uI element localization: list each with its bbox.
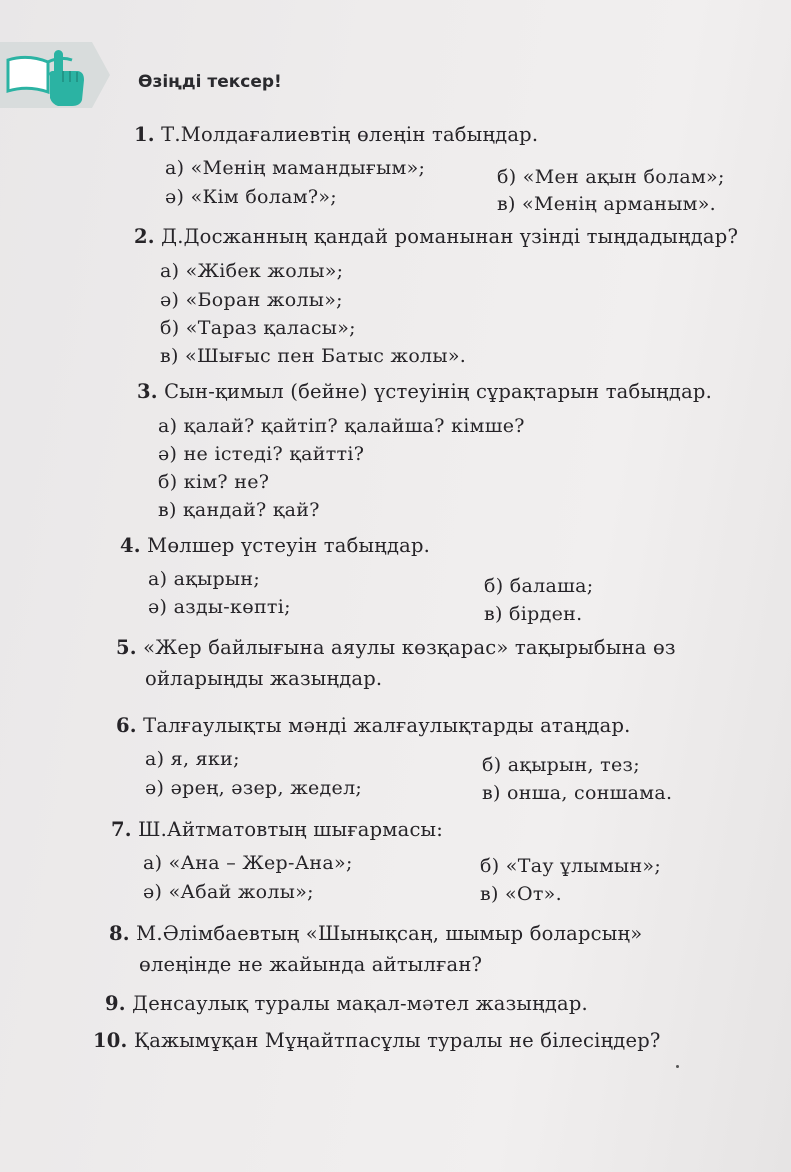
option-a: а) қалай? қайтіп? қалайша? кімше? (158, 415, 525, 437)
option-v: в) «От». (480, 883, 562, 905)
question-2 (134, 225, 738, 248)
question-text: Д.Досжанның қандай романынан үзінді тыңдадыңдар? (161, 225, 739, 248)
question-text: Денсаулық туралы мақал-мәтел жазыңдар. (132, 992, 588, 1015)
question-4 (120, 534, 430, 557)
stray-mark (676, 1065, 679, 1068)
question-10 (93, 1029, 661, 1052)
option-ae: ә) азды-көпті; (148, 596, 291, 618)
question-number: 7. (111, 818, 132, 841)
option-v: в) қандай? қай? (158, 499, 320, 521)
question-text: Талғаулықты мәнді жалғаулықтарды атаңдар. (143, 714, 631, 737)
hand-pointer-book-icon (0, 42, 110, 108)
option-v: в) «Менің арманым». (497, 193, 716, 215)
option-v: в) «Шығыс пен Батыс жолы». (160, 345, 467, 367)
question-number: 2. (134, 225, 155, 248)
question-number: 1. (134, 123, 155, 146)
question-text: Мөлшер үстеуін табыңдар. (147, 534, 431, 557)
option-ae: ә) «Боран жолы»; (160, 289, 343, 311)
option-b: б) кім? не? (158, 471, 270, 493)
option-b: б) ақырын, тез; (482, 754, 640, 776)
option-a: а) я, яки; (145, 748, 240, 770)
question-number: 3. (137, 380, 158, 403)
question-text-continued: өлеңінде не жайында айтылған? (139, 953, 483, 976)
question-number: 10. (93, 1029, 128, 1052)
option-b: б) «Тараз қаласы»; (160, 317, 356, 339)
question-1 (134, 123, 538, 146)
option-v: в) бірден. (484, 603, 583, 625)
question-number: 4. (120, 534, 141, 557)
question-text: Ш.Айтматовтың шығармасы: (138, 818, 444, 841)
option-b: б) «Тау ұлымын»; (480, 855, 662, 877)
question-number: 9. (105, 992, 126, 1015)
question-9 (105, 992, 588, 1015)
option-v: в) онша, соншама. (482, 782, 673, 804)
question-3 (137, 380, 712, 403)
question-8 (109, 922, 642, 945)
question-text: Т.Молдағалиевтің өлеңін табыңдар. (161, 123, 539, 146)
option-ae: ә) әрең, әзер, жедел; (145, 777, 363, 799)
question-text: М.Әлімбаевтың «Шынықсаң, шымыр боларсың» (136, 922, 643, 945)
option-a: а) «Менің мамандығым»; (165, 157, 426, 179)
option-ae: ә) не істеді? қайтті? (158, 443, 365, 465)
question-7 (111, 818, 443, 841)
option-ae: ә) «Кім болам?»; (165, 186, 337, 208)
option-a: а) ақырын; (148, 568, 261, 590)
question-text-continued: ойларыңды жазыңдар. (145, 667, 383, 690)
option-ae: ә) «Абай жолы»; (143, 881, 314, 903)
question-5 (116, 636, 676, 659)
option-a: а) «Ана – Жер-Ана»; (143, 852, 353, 874)
question-text: Қажымұқан Мұңайтпасұлы туралы не білесіңдер? (133, 1029, 661, 1052)
question-text: «Жер байлығына аяулы көзқарас» тақырыбына өз (143, 636, 676, 659)
question-6 (116, 714, 631, 737)
question-text: Сын-қимыл (бейне) үстеуінің сұрақтарын табыңдар. (164, 380, 712, 403)
option-b: б) «Мен ақын болам»; (497, 166, 725, 188)
question-number: 8. (109, 922, 130, 945)
question-number: 6. (116, 714, 137, 737)
option-a: а) «Жібек жолы»; (160, 260, 344, 282)
question-number: 5. (116, 636, 137, 659)
section-title: Өзіңді тексер! (138, 72, 282, 92)
option-b: б) балаша; (484, 575, 594, 597)
